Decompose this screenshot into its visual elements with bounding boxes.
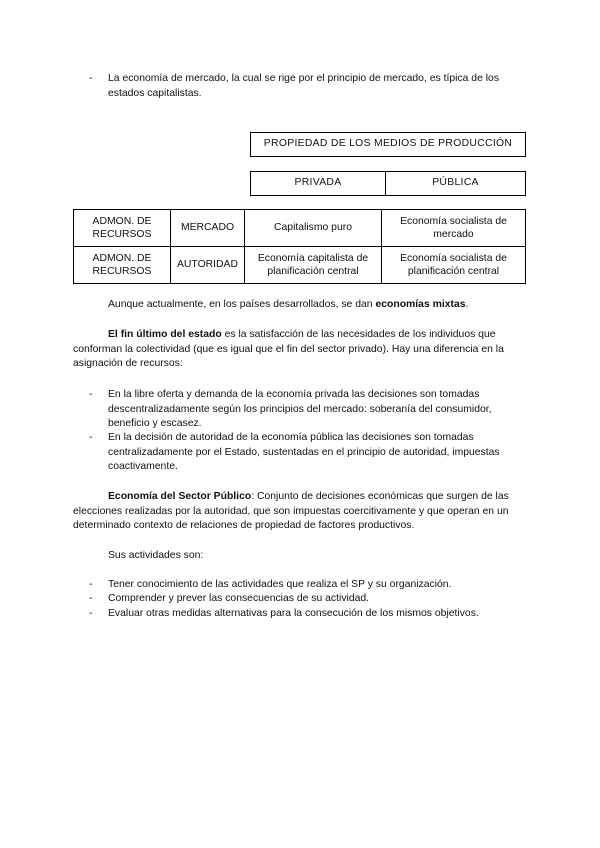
list-item: [73, 578, 528, 593]
cell-public: Economía socialista de planificación central: [382, 247, 526, 284]
intro-bullet: [73, 72, 528, 101]
table-col-private: PRIVADA: [250, 171, 386, 196]
row-type: MERCADO: [171, 210, 245, 247]
list-item: [73, 592, 528, 607]
definition-term: Economía del Sector Público: [108, 491, 252, 502]
mixed-economies-paragraph: [73, 298, 528, 313]
economy-matrix-table: [73, 209, 526, 284]
definition-text: : Conjunto de decisiones económicas que surgen de las elecciones realizadas por la autoridad, que son impuestas coercitivamente y que operan en un determinado contexto de relaciones de propiedad de factores productivos.: [73, 491, 509, 531]
cell-private: Economía capitalista de planificación central: [245, 247, 382, 284]
list-item-text: Tener conocimiento de las actividades que realiza el SP y su organización.: [108, 579, 452, 590]
state-goal-paragraph: [73, 328, 528, 372]
mixed-text-after: .: [465, 299, 469, 310]
activities-intro: [73, 549, 528, 564]
bullet-dash: -: [89, 73, 93, 84]
bullet-dash: -: [89, 593, 93, 604]
list-item-text: Evaluar otras medidas alternativas para la consecución de los mismos objetivos.: [108, 608, 479, 619]
bullet-dash: -: [89, 389, 93, 400]
intro-bullet-text: La economía de mercado, la cual se rige por el principio de mercado, es típica de los estados capitalistas.: [108, 73, 500, 99]
list-item-text: Comprender y prever las consecuencias de su actividad.: [108, 593, 370, 604]
list-item-text: En la decisión de autoridad de la economía pública las decisiones son tomadas centralizadamente por el Estado, sustentadas en el principio de autoridad, impuestas coactivamente.: [108, 432, 500, 472]
bullet-dash: -: [89, 608, 93, 619]
row-label: ADMON. DE RECURSOS: [74, 247, 171, 284]
bullet-dash: -: [89, 432, 93, 443]
row-type: AUTORIDAD: [171, 247, 245, 284]
list-item: [73, 431, 528, 475]
public-sector-definition: [73, 490, 528, 534]
table-header-title: PROPIEDAD DE LOS MEDIOS DE PRODUCCIÓN: [250, 132, 526, 157]
bullet-dash: -: [89, 579, 93, 590]
list-item: [73, 388, 528, 432]
table-row: [74, 210, 526, 247]
state-goal-text: es la satisfacción de las necesidades de los individuos que conforman la colectividad (que es igual que el fin del sector privado). Hay una diferencia en la asignación de recursos:: [73, 329, 504, 369]
list-item-text: En la libre oferta y demanda de la economía privada las decisiones son tomadas descentralizadamente según los principios del mercado: soberanía del consumidor, beneficio y escasez.: [108, 389, 492, 429]
table-row: [74, 247, 526, 284]
cell-private: Capitalismo puro: [245, 210, 382, 247]
mixed-text-bold: economías mixtas: [375, 299, 466, 310]
row-label: ADMON. DE RECURSOS: [74, 210, 171, 247]
mixed-text-before: Aunque actualmente, en los países desarrollados, se dan: [108, 299, 376, 310]
cell-public: Economía socialista de mercado: [382, 210, 526, 247]
list-item: [73, 607, 528, 622]
activities-intro-text: Sus actividades son:: [108, 550, 204, 561]
state-goal-bold: El fin último del estado: [108, 329, 222, 340]
table-col-public: PÚBLICA: [385, 171, 526, 196]
